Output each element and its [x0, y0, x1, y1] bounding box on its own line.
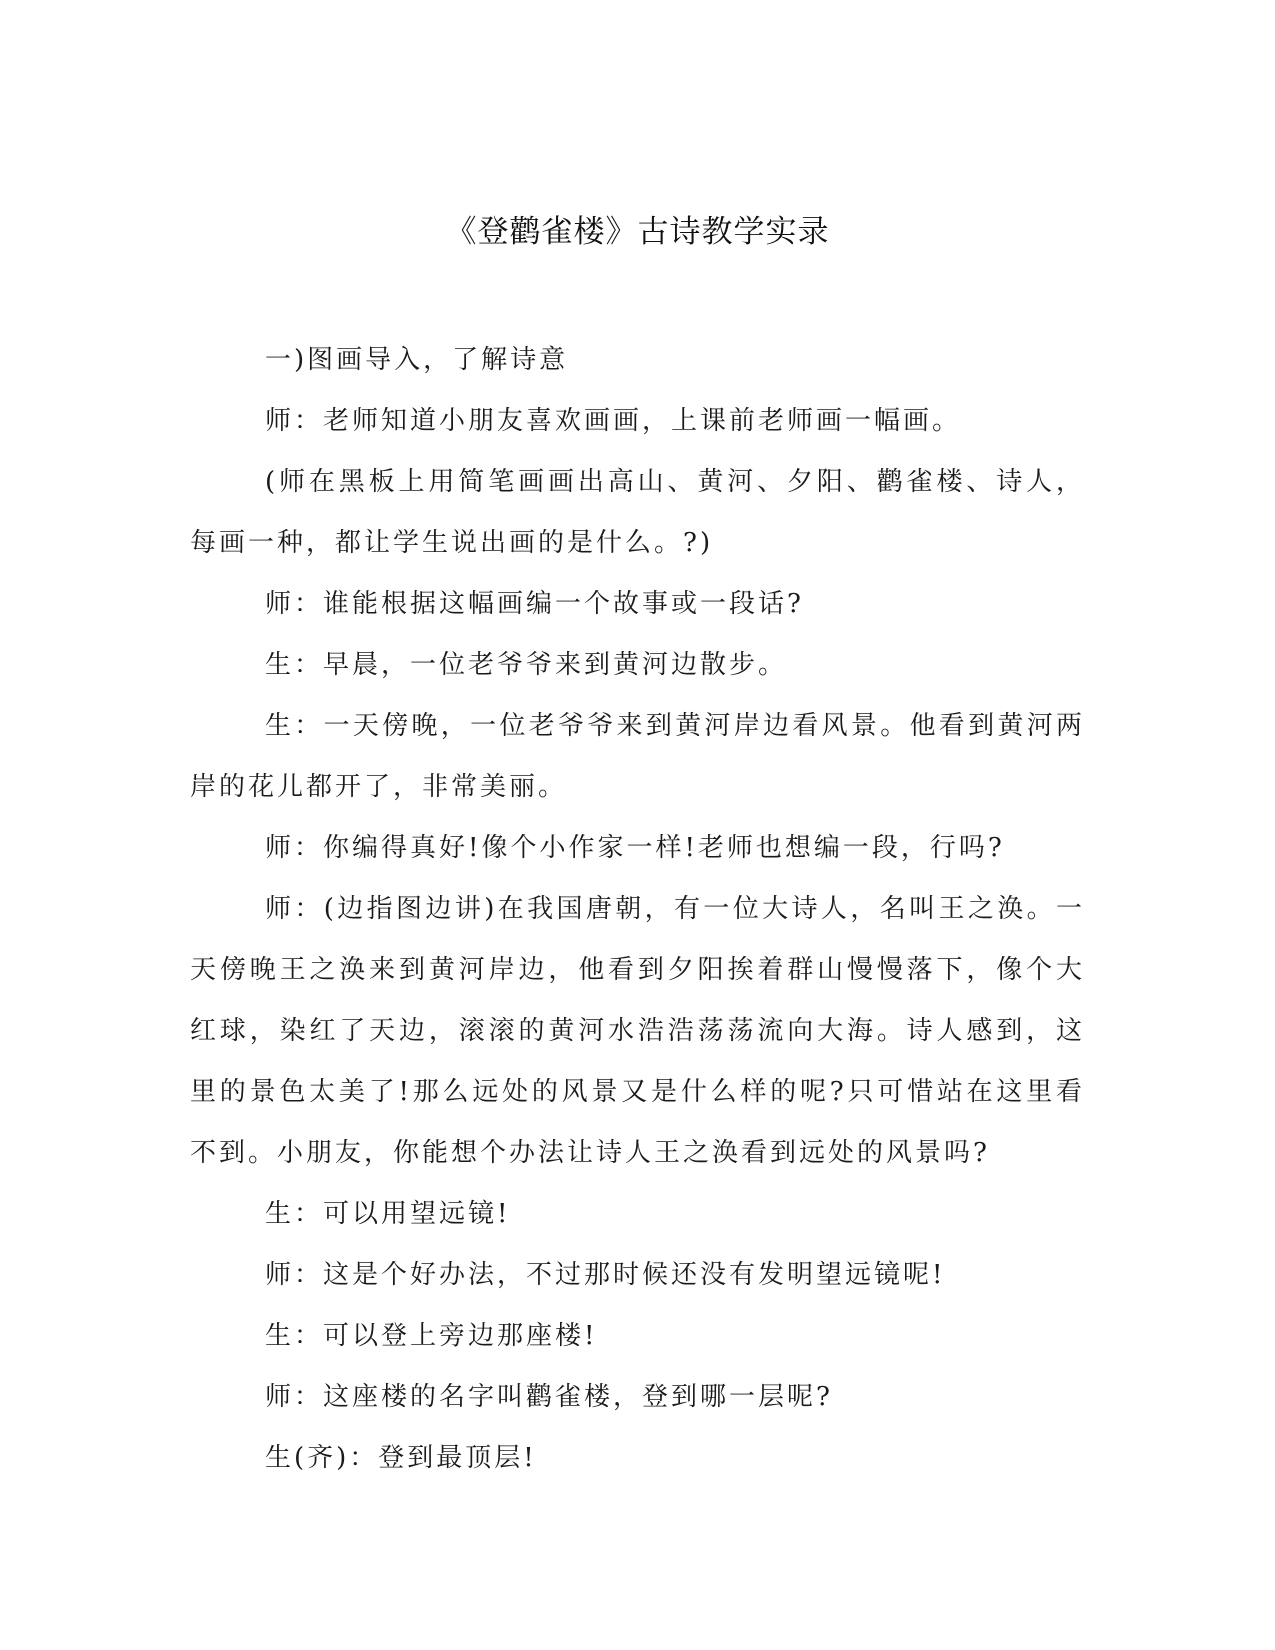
- paragraph: (师在黑板上用简笔画画出高山、黄河、夕阳、鹳雀楼、诗人，每画一种，都让学生说出画的是什么。?): [190, 467, 1085, 558]
- paragraph: 师：这是个好办法，不过那时候还没有发明望远镜呢!: [265, 1260, 946, 1290]
- paragraph: 生：早晨，一位老爷爷来到黄河边散步。: [265, 650, 788, 680]
- paragraph: 生(齐)：登到最顶层!: [265, 1443, 537, 1473]
- paragraph: 师：这座楼的名字叫鹳雀楼，登到哪一层呢?: [265, 1382, 833, 1412]
- paragraph: 师：老师知道小朋友喜欢画画，上课前老师画一幅画。: [265, 406, 962, 436]
- paragraph: 师：(边指图边讲)在我国唐朝，有一位大诗人，名叫王之涣。一天傍晚王之涣来到黄河岸边，他看到夕阳挨着群山慢慢落下，像个大红球，染红了天边，滚滚的黄河水浩浩荡荡流向大海。诗人感到，这里的景色太美了!那么远处的风景又是什么样的呢?只可惜站在这里看不到。小朋友，你能想个办法让诗人王之涣看到远处的风景吗?: [190, 894, 1085, 1168]
- paragraph: 师：谁能根据这幅画编一个故事或一段话?: [265, 589, 804, 619]
- paragraph: 生：可以用望远镜!: [265, 1199, 511, 1229]
- document-title: 《登鹳雀楼》古诗教学实录: [445, 214, 830, 250]
- paragraph: 师：你编得真好!像个小作家一样!老师也想编一段，行吗?: [265, 833, 1005, 863]
- paragraph: 生：一天傍晚，一位老爷爷来到黄河岸边看风景。他看到黄河两岸的花儿都开了，非常美丽。: [190, 711, 1085, 802]
- paragraph: 生：可以登上旁边那座楼!: [265, 1321, 598, 1351]
- paragraph: 一)图画导入，了解诗意: [265, 345, 569, 375]
- document-body: [190, 330, 1085, 1489]
